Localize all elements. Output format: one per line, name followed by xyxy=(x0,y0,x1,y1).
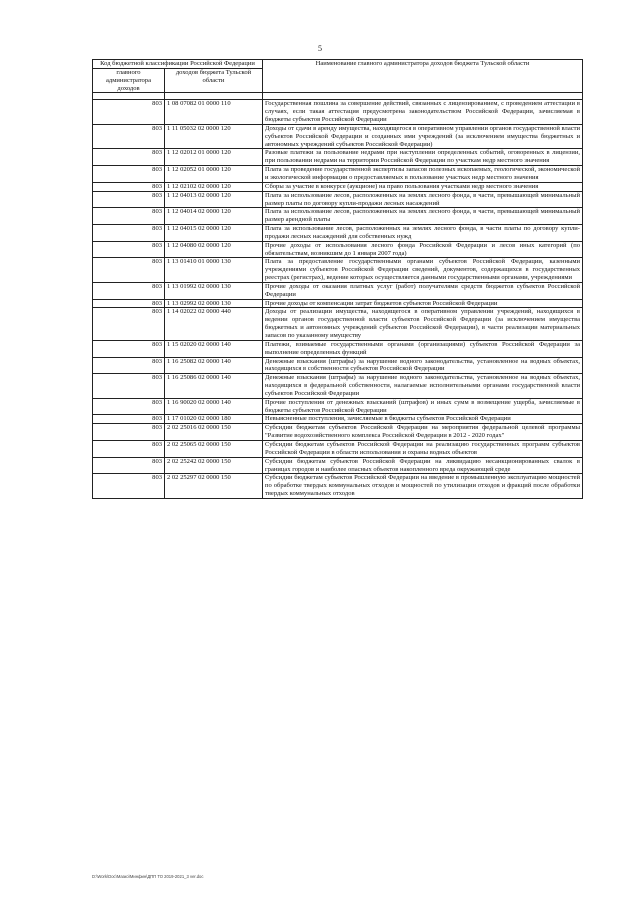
revenue-name-cell: Плата за использование лесов, расположенных на землях лесного фонда, в части платы по договору купли-продажи лесных насаждений для собственных нужд xyxy=(263,225,583,242)
admin-code-cell: 803 xyxy=(93,258,165,283)
page-number: 5 xyxy=(318,44,322,53)
admin-code-cell: 803 xyxy=(93,457,165,474)
revenue-code-cell: 1 13 01992 02 0000 130 xyxy=(165,282,263,299)
revenue-code-cell: 1 13 01410 01 0000 130 xyxy=(165,258,263,283)
admin-code-cell: 803 xyxy=(93,374,165,399)
name-column-header: Наименование главного администратора доходов бюджета Тульской области xyxy=(263,60,583,93)
table-row xyxy=(93,258,583,283)
table-row xyxy=(93,424,583,441)
revenue-name-cell: Прочие доходы от компенсации затрат бюджетов субъектов Российской Федерации xyxy=(263,299,583,308)
table-row xyxy=(93,241,583,258)
revenue-name-cell: Плата за использование лесов, расположенных на землях лесного фонда, в части, превышающей минимальный размер арендной платы xyxy=(263,208,583,225)
revenue-name-cell: Субсидии бюджетам субъектов Российской Федерации на мероприятия федеральной целевой программы "Развитие водохозяйственного комплекса Российской Федерации в 2012 - 2020 годах" xyxy=(263,424,583,441)
revenue-name-cell: Невыясненные поступления, зачисляемые в бюджеты субъектов Российской Федерации xyxy=(263,415,583,424)
table-row xyxy=(93,308,583,340)
revenue-name-cell: Прочие доходы от использования лесного фонда Российской Федерации и лесов иных категорий (по обязательствам, возникшим до 1 января 2007 года) xyxy=(263,241,583,258)
revenue-code-cell: 1 16 90020 02 0000 140 xyxy=(165,398,263,415)
revenue-code-cell: 1 16 25086 02 0000 140 xyxy=(165,374,263,399)
revenue-code-cell: 1 12 04013 02 0000 120 xyxy=(165,191,263,208)
revenue-code-cell: 1 14 02022 02 0000 440 xyxy=(165,308,263,340)
table-row xyxy=(93,398,583,415)
revenue-name-cell: Сборы за участие в конкурсе (аукционе) на право пользования участками недр местного значения xyxy=(263,182,583,191)
admin-code-cell: 803 xyxy=(93,398,165,415)
revenue-code-cell: 1 12 04015 02 0000 120 xyxy=(165,225,263,242)
table-row xyxy=(93,225,583,242)
admin-code-cell: 803 xyxy=(93,474,165,499)
revenue-name-cell: Разовые платежи за пользование недрами при наступлении определенных событий, оговоренных в лицензии, при пользовании недрами на территории Российской Федерации по участкам недр местного значения xyxy=(263,149,583,166)
revenue-code-cell: 1 13 02992 02 0000 130 xyxy=(165,299,263,308)
table-row xyxy=(93,166,583,183)
revenue-code-cell: 2 02 25242 02 0000 150 xyxy=(165,457,263,474)
admin-code-cell: 803 xyxy=(93,340,165,357)
file-path-footer: D:\Work\Doc\Мазко\Минфин\ДПП ТО 2019-2021_3 ver.doc xyxy=(92,874,204,879)
revenue-name-cell: Доходы от сдачи в аренду имущества, находящегося в оперативном управлении органов государственной власти субъектов Российской Федерации и созданных ими учреждений (за исключением имущества бюджетных и автономных учреждений субъектов Российской Федерации) xyxy=(263,124,583,149)
admin-code-cell: 803 xyxy=(93,182,165,191)
revenue-code-cell: 1 11 05032 02 0000 120 xyxy=(165,124,263,149)
revenue-code-cell: 2 02 25297 02 0000 150 xyxy=(165,474,263,499)
table-row xyxy=(93,374,583,399)
admin-code-cell: 803 xyxy=(93,166,165,183)
revenue-name-cell: Субсидии бюджетам субъектов Российской Федерации на ликвидацию несанкционированных свалок в границах городов и наиболее опасных объектов накопленного вреда окружающей среде xyxy=(263,457,583,474)
table-row xyxy=(93,299,583,308)
table-row xyxy=(93,340,583,357)
admin-column-header: главного администратора доходов xyxy=(93,68,165,93)
revenue-name-cell: Платежи, взимаемые государственными органами (организациями) субъектов Российской Федерации за выполнение определенных функций xyxy=(263,340,583,357)
admin-code-cell: 803 xyxy=(93,357,165,374)
revenue-code-cell: 2 02 25065 02 0000 150 xyxy=(165,440,263,457)
revenue-code-cell: 1 12 02102 02 0000 120 xyxy=(165,182,263,191)
revenue-name-cell: Плата за использование лесов, расположенных на землях лесного фонда, в части, превышающей минимальный размер платы по договору купли-продажи лесных насаждений xyxy=(263,191,583,208)
revenue-code-cell: 1 12 04080 02 0000 120 xyxy=(165,241,263,258)
header-row xyxy=(93,60,583,69)
table-row xyxy=(93,208,583,225)
revenue-code-cell: 1 15 02020 02 0000 140 xyxy=(165,340,263,357)
classification-header: Код бюджетной классификации Российской Федерации xyxy=(93,60,263,69)
spacer-cell xyxy=(263,93,583,100)
table-row xyxy=(93,474,583,499)
table-row xyxy=(93,191,583,208)
admin-code-cell: 803 xyxy=(93,282,165,299)
table-row xyxy=(93,357,583,374)
table-row xyxy=(93,182,583,191)
revenue-column-header: доходов бюджета Тульской области xyxy=(165,68,263,93)
spacer-cell xyxy=(93,93,165,100)
table-row xyxy=(93,440,583,457)
revenue-code-cell: 1 16 25082 02 0000 140 xyxy=(165,357,263,374)
revenue-name-cell: Государственная пошлина за совершение действий, связанных с лицензированием, с проведением аттестации в случаях, если такая аттестация предусмотрена законодательством Российской Федерации, зачисляемая в бюджеты субъектов Российской Федерации xyxy=(263,100,583,125)
table-row xyxy=(93,124,583,149)
revenue-code-cell: 1 17 01020 02 0000 180 xyxy=(165,415,263,424)
admin-code-cell: 803 xyxy=(93,440,165,457)
revenue-name-cell: Прочие поступления от денежных взысканий (штрафов) и иных сумм в возмещение ущерба, зачисляемые в бюджеты субъектов Российской Федерации xyxy=(263,398,583,415)
revenue-name-cell: Субсидии бюджетам субъектов Российской Федерации на введение в промышленную эксплуатацию мощностей по обработке твердых коммунальных отходов и мощностей по утилизации отходов и фракций после обработки твердых коммунальных отходов xyxy=(263,474,583,499)
table-row xyxy=(93,149,583,166)
revenue-code-cell: 2 02 25016 02 0000 150 xyxy=(165,424,263,441)
admin-code-cell: 803 xyxy=(93,124,165,149)
spacer-cell xyxy=(165,93,263,100)
admin-code-cell: 803 xyxy=(93,308,165,340)
table-row xyxy=(93,457,583,474)
revenue-name-cell: Денежные взыскания (штрафы) за нарушение водного законодательства, установленное на водных объектах, находящихся в федеральной собственности, налагаемые исполнительными органами государственной власти субъектов Российской Федерации xyxy=(263,374,583,399)
admin-code-cell: 803 xyxy=(93,100,165,125)
revenue-name-cell: Плата за предоставление государственными органами субъектов Российской Федерации, казенными учреждениями субъектов Российской Федерации сведений, документов, содержащихся в государственных реестрах (регистрах), ведение которых осуществляется данными государственными органами, учреждениями xyxy=(263,258,583,283)
revenue-name-cell: Субсидии бюджетам субъектов Российской Федерации на реализацию государственных программ субъектов Российской Федерации в области использования и охраны водных объектов xyxy=(263,440,583,457)
revenue-code-cell: 1 12 02012 01 0000 120 xyxy=(165,149,263,166)
revenue-name-cell: Доходы от реализации имущества, находящегося в оперативном управлении учреждений, находящихся в ведении органов государственной власти субъектов Российской Федерации (за исключением имущества бюджетных и автономных учреждений субъектов Российской Федерации), в части реализации материальных запасов по указанному имуществу xyxy=(263,308,583,340)
table-row xyxy=(93,100,583,125)
revenue-name-cell: Плата за проведение государственной экспертизы запасов полезных ископаемых, геологической, экономической и экологической информации о предоставляемых в пользование участках недр местного значения xyxy=(263,166,583,183)
admin-code-cell: 803 xyxy=(93,191,165,208)
table-row xyxy=(93,415,583,424)
revenue-classification-table xyxy=(92,59,583,499)
admin-code-cell: 803 xyxy=(93,299,165,308)
spacer-row xyxy=(93,93,583,100)
admin-code-cell: 803 xyxy=(93,149,165,166)
revenue-name-cell: Денежные взыскания (штрафы) за нарушение водного законодательства, установленное на водных объектах, находящихся в собственности субъектов Российской Федерации xyxy=(263,357,583,374)
revenue-code-cell: 1 12 04014 02 0000 120 xyxy=(165,208,263,225)
revenue-name-cell: Прочие доходы от оказания платных услуг (работ) получателями средств бюджетов субъектов Российской Федерации xyxy=(263,282,583,299)
admin-code-cell: 803 xyxy=(93,424,165,441)
revenue-code-cell: 1 08 07082 01 0000 110 xyxy=(165,100,263,125)
admin-code-cell: 803 xyxy=(93,415,165,424)
admin-code-cell: 803 xyxy=(93,225,165,242)
admin-code-cell: 803 xyxy=(93,208,165,225)
admin-code-cell: 803 xyxy=(93,241,165,258)
table-row xyxy=(93,282,583,299)
revenue-code-cell: 1 12 02052 01 0000 120 xyxy=(165,166,263,183)
